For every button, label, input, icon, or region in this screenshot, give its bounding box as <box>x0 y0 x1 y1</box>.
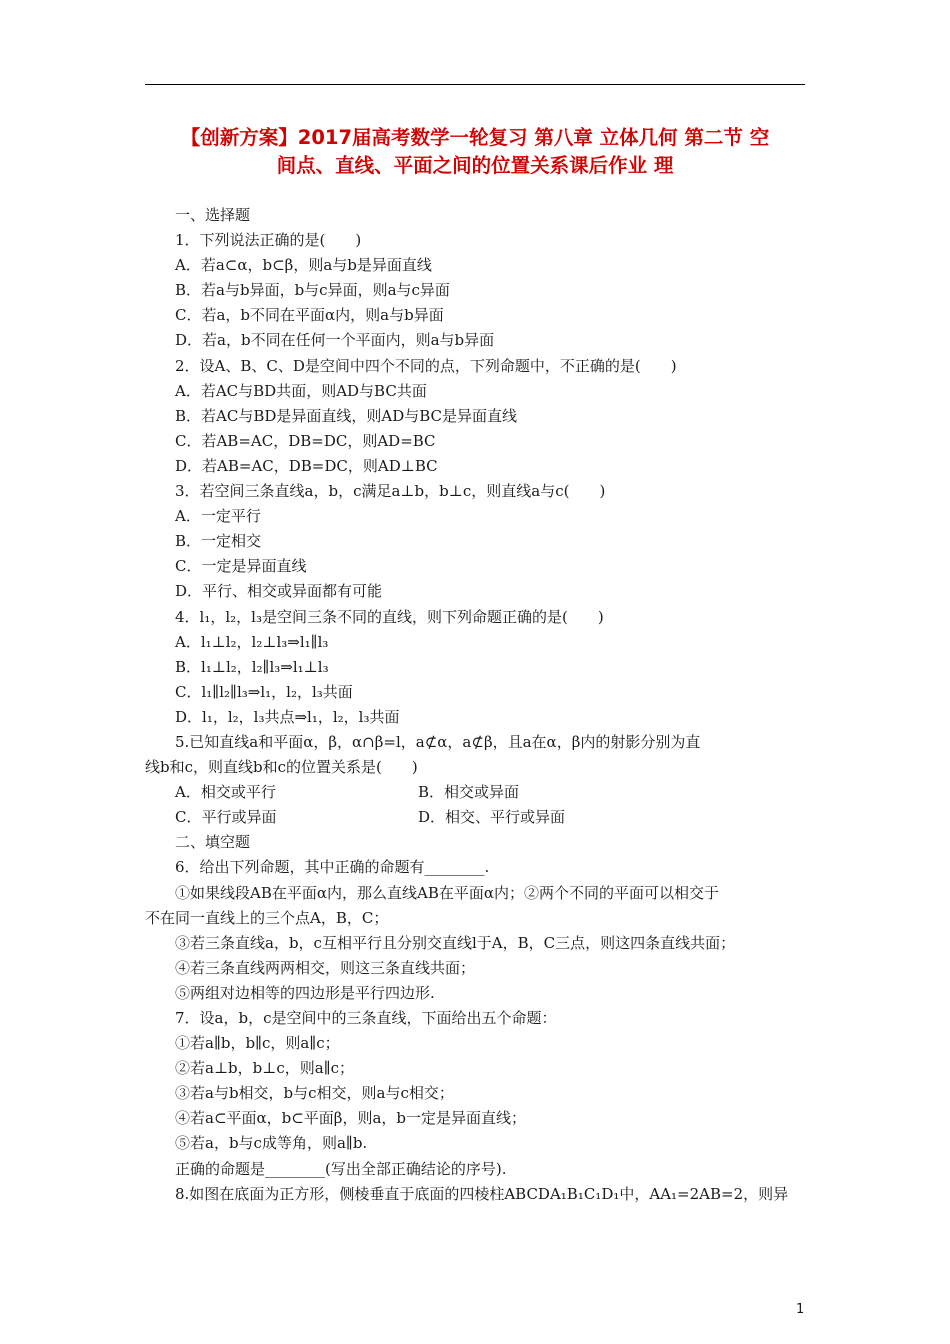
option-text: D．相交、平行或异面 <box>418 808 566 827</box>
text-line: 4．l₁，l₂，l₃是空间三条不同的直线，则下列命题正确的是( ) <box>175 607 604 626</box>
text-line: ③若a与b相交，b与c相交，则a与c相交； <box>175 1084 454 1103</box>
text-line: ①如果线段AB在平面α内，那么直线AB在平面α内；②两个不同的平面可以相交于 <box>175 883 719 902</box>
option-row <box>145 780 810 805</box>
text-line: D．若a，b不同在任何一个平面内，则a与b异面 <box>175 331 495 350</box>
option-text: A．相交或平行 <box>175 783 276 802</box>
document-title <box>145 124 805 180</box>
text-line: 二、填空题 <box>175 833 251 852</box>
text-line: B．若AC与BD是异面直线，则AD与BC是异面直线 <box>175 406 518 425</box>
text-line: A．若a⊂α，b⊂β，则a与b是异面直线 <box>175 256 432 275</box>
header-rule <box>145 84 805 85</box>
text-line: C．若a，b不同在平面α内，则a与b异面 <box>175 306 444 325</box>
text-line: ⑤若a，b与c成等角，则a∥b. <box>175 1134 368 1153</box>
text-line: 正确的命题是________(写出全部正确结论的序号). <box>175 1159 507 1178</box>
text-line: C．一定是异面直线 <box>175 557 307 576</box>
text-line: 2．设A、B、C、D是空间中四个不同的点，下列命题中，不正确的是( ) <box>175 356 677 375</box>
option-text: C．平行或异面 <box>175 808 277 827</box>
text-line: ④若a⊂平面α，b⊂平面β，则a，b一定是异面直线； <box>175 1109 527 1128</box>
text-line: 5.已知直线a和平面α，β，α∩β=l，a⊄α，a⊄β，且a在α，β内的射影分别为直 <box>175 732 701 751</box>
text-line: 1．下列说法正确的是( ) <box>175 231 362 250</box>
text-line: A．若AC与BD共面，则AD与BC共面 <box>175 381 427 400</box>
text-line: 8.如图在底面为正方形，侧棱垂直于底面的四棱柱ABCDA₁B₁C₁D₁中，AA₁=2AB=2，则异 <box>175 1184 789 1203</box>
text-line: D．平行、相交或异面都有可能 <box>175 582 383 601</box>
page-number: 1 <box>796 1302 805 1317</box>
title-line-1: 【创新方案】2017届高考数学一轮复习 第八章 立体几何 第二节 空 <box>180 126 770 149</box>
text-line: C．l₁∥l₂∥l₃⇒l₁，l₂，l₃共面 <box>175 682 353 701</box>
text-line: 7．设a，b，c是空间中的三条直线，下面给出五个命题： <box>175 1009 557 1027</box>
text-line: 线b和c，则直线b和c的位置关系是( ) <box>145 758 418 777</box>
text-line: ②若a⊥b，b⊥c，则a∥c； <box>175 1059 355 1078</box>
text-line: ⑤两组对边相等的四边形是平行四边形. <box>175 983 435 1002</box>
text-line: A．一定平行 <box>175 507 261 526</box>
text-line: 3．若空间三条直线a，b，c满足a⊥b，b⊥c，则直线a与c( ) <box>175 482 606 501</box>
document-body <box>145 203 810 1207</box>
text-line: ④若三条直线两两相交，则这三条直线共面； <box>175 958 476 977</box>
text-line: C．若AB=AC，DB=DC，则AD=BC <box>175 431 436 450</box>
text-line: ①若a∥b，b∥c，则a∥c； <box>175 1034 340 1053</box>
text-line: 不在同一直线上的三个点A，B，C； <box>145 908 389 927</box>
text-line: D．l₁，l₂，l₃共点⇒l₁，l₂，l₃共面 <box>175 707 400 726</box>
title-line-2: 间点、直线、平面之间的位置关系课后作业 理 <box>276 154 674 177</box>
option-text: B．相交或异面 <box>418 783 520 802</box>
text-line: ③若三条直线a，b，c互相平行且分别交直线l于A，B，C三点，则这四条直线共面； <box>175 933 736 952</box>
text-line: 6．给出下列命题，其中正确的命题有________. <box>175 858 490 877</box>
text-line: B．若a与b异面，b与c异面，则a与c异面 <box>175 281 450 300</box>
text-line: 一、选择题 <box>175 206 251 224</box>
text-line: B．l₁⊥l₂，l₂∥l₃⇒l₁⊥l₃ <box>175 657 329 676</box>
text-line: D．若AB=AC，DB=DC，则AD⊥BC <box>175 456 438 475</box>
text-line: B．一定相交 <box>175 532 262 551</box>
text-line: A．l₁⊥l₂，l₂⊥l₃⇒l₁∥l₃ <box>175 632 329 651</box>
option-row <box>145 805 810 830</box>
